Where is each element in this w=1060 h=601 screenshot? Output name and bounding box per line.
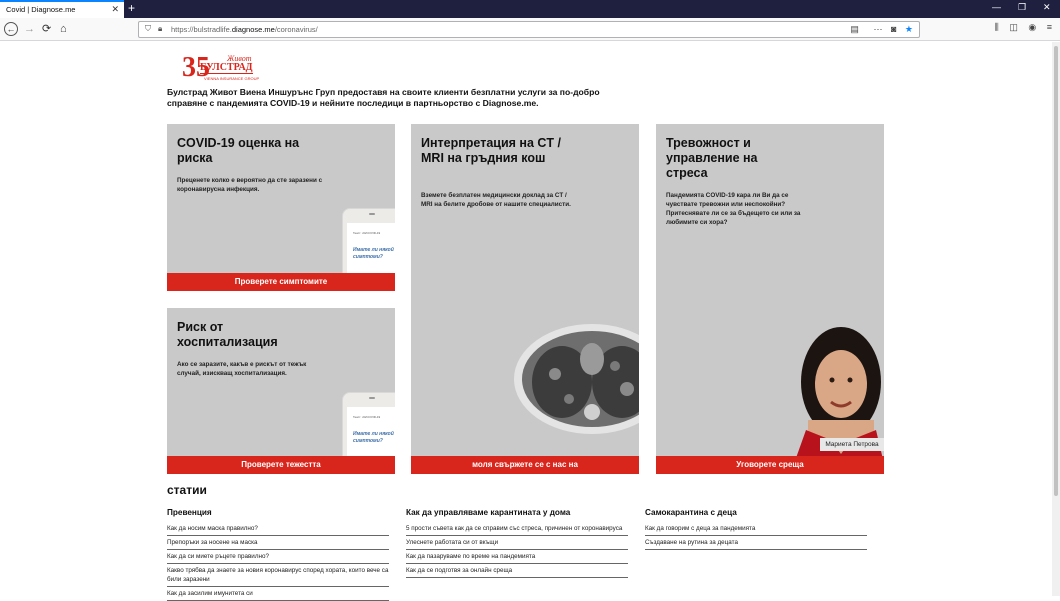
card-title: Интерпретация на CT / MRI на гръдния кош (421, 136, 562, 165)
lock-icon[interactable]: 🔒︎ (158, 24, 163, 33)
column-title: Превенция (167, 508, 212, 517)
phone-small-text: Текст: 24/COVID-19 (353, 231, 381, 235)
card-stress-management (656, 124, 884, 474)
reader-view-icon[interactable]: ▤ (850, 24, 859, 34)
logo-script: Живот (227, 54, 252, 63)
url-actions (850, 24, 913, 35)
article-link[interactable]: Създаване на рутина за децата (645, 536, 867, 550)
url-domain: diagnose.me (231, 25, 275, 34)
card-title: Тревожност и управление на стреса (666, 136, 758, 180)
card-ct-mri (411, 124, 639, 474)
logo-subtitle: VIENNA INSURANCE GROUP (204, 76, 260, 81)
url-prefix: https://bulstradlife. (171, 25, 232, 34)
library-icon[interactable]: ⫼ (994, 22, 999, 32)
card-description: Ако се заразите, какъв е рискът от тежък случай, изискващ хоспитализация. (177, 361, 307, 377)
articles-heading: статии (167, 483, 207, 497)
article-link[interactable]: Как да се подготвя за онлайн среща (406, 564, 628, 578)
logo-name: БУЛСТРАД (200, 62, 253, 73)
phone-question: Имате ли някой симптоми? (353, 431, 394, 444)
reload-icon[interactable]: ⟳ (42, 23, 52, 35)
intro-text: Булстрад Живот Виена Иншурънс Груп предоставя на своите клиенти безплатни услуги за по-добро справяне с пандемията COVID-19 и нейните последици в партньорство с Diagnose.me. (167, 87, 600, 108)
card-title: Риск от хоспитализация (177, 320, 278, 349)
card-title: COVID-19 оценка на риска (177, 136, 300, 165)
column-title: Как да управляваме карантината у дома (406, 508, 571, 517)
url-text[interactable] (171, 25, 318, 34)
articles-column-children (645, 508, 867, 550)
book-appointment-button[interactable]: Уговорете среща (656, 456, 884, 474)
article-link[interactable]: Какво трябва да знаете за новия коронавирус според хората, които вече са били заразени (167, 564, 389, 587)
card-hospitalization-risk (167, 308, 395, 474)
window-close-icon[interactable]: ✕ (1043, 2, 1051, 12)
window-restore-icon[interactable]: ❐ (1018, 2, 1027, 12)
page-actions-icon[interactable]: ⋯ (873, 24, 883, 34)
card-description: Пандемията COVID-19 кара ли Ви да се чувствате тревожни или неспокойни? Притеснявате ли се за бъдещето си или за любимите си хора? (666, 192, 801, 226)
new-tab-icon[interactable]: + (128, 1, 136, 15)
home-icon[interactable]: ⌂ (60, 23, 67, 35)
url-path: /coronavirus/ (274, 25, 318, 34)
column-title: Самокарантина с деца (645, 508, 737, 517)
toolbar-right-icons (995, 22, 1052, 33)
ct-scan-image (507, 304, 639, 444)
shield-icon[interactable]: ⛉ (145, 24, 151, 33)
articles-column-prevention (167, 508, 389, 601)
card-covid-risk (167, 124, 395, 291)
window-minimize-icon[interactable]: — (992, 2, 1001, 12)
phone-camera (369, 397, 375, 399)
page-content (0, 42, 1052, 596)
article-link[interactable]: Как да засилим имунитета си (167, 587, 389, 601)
bookmark-star-icon[interactable]: ★ (904, 24, 913, 34)
phone-small-text: Текст: 24/COVID-19 (353, 415, 381, 419)
article-link[interactable]: Как да си миете ръцете правилно? (167, 550, 389, 564)
phone-image (342, 392, 395, 466)
phone-image (342, 208, 395, 282)
forward-arrow-icon[interactable]: → (24, 23, 35, 35)
scrollbar-thumb[interactable] (1054, 46, 1058, 496)
tab-close-icon[interactable]: ✕ (111, 4, 119, 14)
psychologist-name: Мариета Петрова (820, 438, 884, 451)
article-link[interactable]: Препоръки за носене на маска (167, 536, 389, 550)
page-scrollbar[interactable] (1052, 42, 1060, 596)
contact-us-button[interactable]: моля свържете се с нас на (411, 456, 639, 474)
account-icon[interactable]: ◉ (1028, 22, 1037, 32)
article-link[interactable]: Улеснете работата си от вкъщи (406, 536, 628, 550)
bulstrad-logo[interactable] (182, 54, 262, 82)
address-bar[interactable] (138, 21, 920, 38)
article-link[interactable]: Как да говорим с деца за пандемията (645, 522, 867, 536)
pocket-icon[interactable]: ◙ (890, 24, 897, 34)
phone-camera (369, 213, 375, 215)
article-link[interactable]: 5 прости съвета как да се справим със стреса, причинен от коронавируса (406, 522, 628, 536)
card-description: Преценете колко е вероятно да сте заразени с коронавирусна инфекция. (177, 177, 323, 193)
browser-tab[interactable] (0, 0, 124, 18)
articles-column-quarantine (406, 508, 628, 578)
article-link[interactable]: Как да носим маска правилно? (167, 522, 389, 536)
logo-number: 35 (182, 52, 210, 83)
check-severity-button[interactable]: Проверете тежестта (167, 456, 395, 474)
sidebar-icon[interactable]: ◫ (1009, 22, 1018, 32)
check-symptoms-button[interactable]: Проверете симптомите (167, 273, 395, 291)
menu-icon[interactable]: ≡ (1046, 22, 1052, 32)
back-arrow-icon[interactable]: ← (4, 22, 18, 36)
card-description: Вземете безплатен медицински доклад за CT / MRI на белите дробове от нашите специалисти. (421, 192, 571, 208)
tab-title: Covid | Diagnose.me (6, 5, 76, 14)
browser-toolbar (0, 18, 1060, 41)
article-link[interactable]: Как да пазаруваме по време на пандемията (406, 550, 628, 564)
phone-question: Имате ли някой симптоми? (353, 247, 394, 260)
browser-tab-strip (0, 0, 1060, 18)
